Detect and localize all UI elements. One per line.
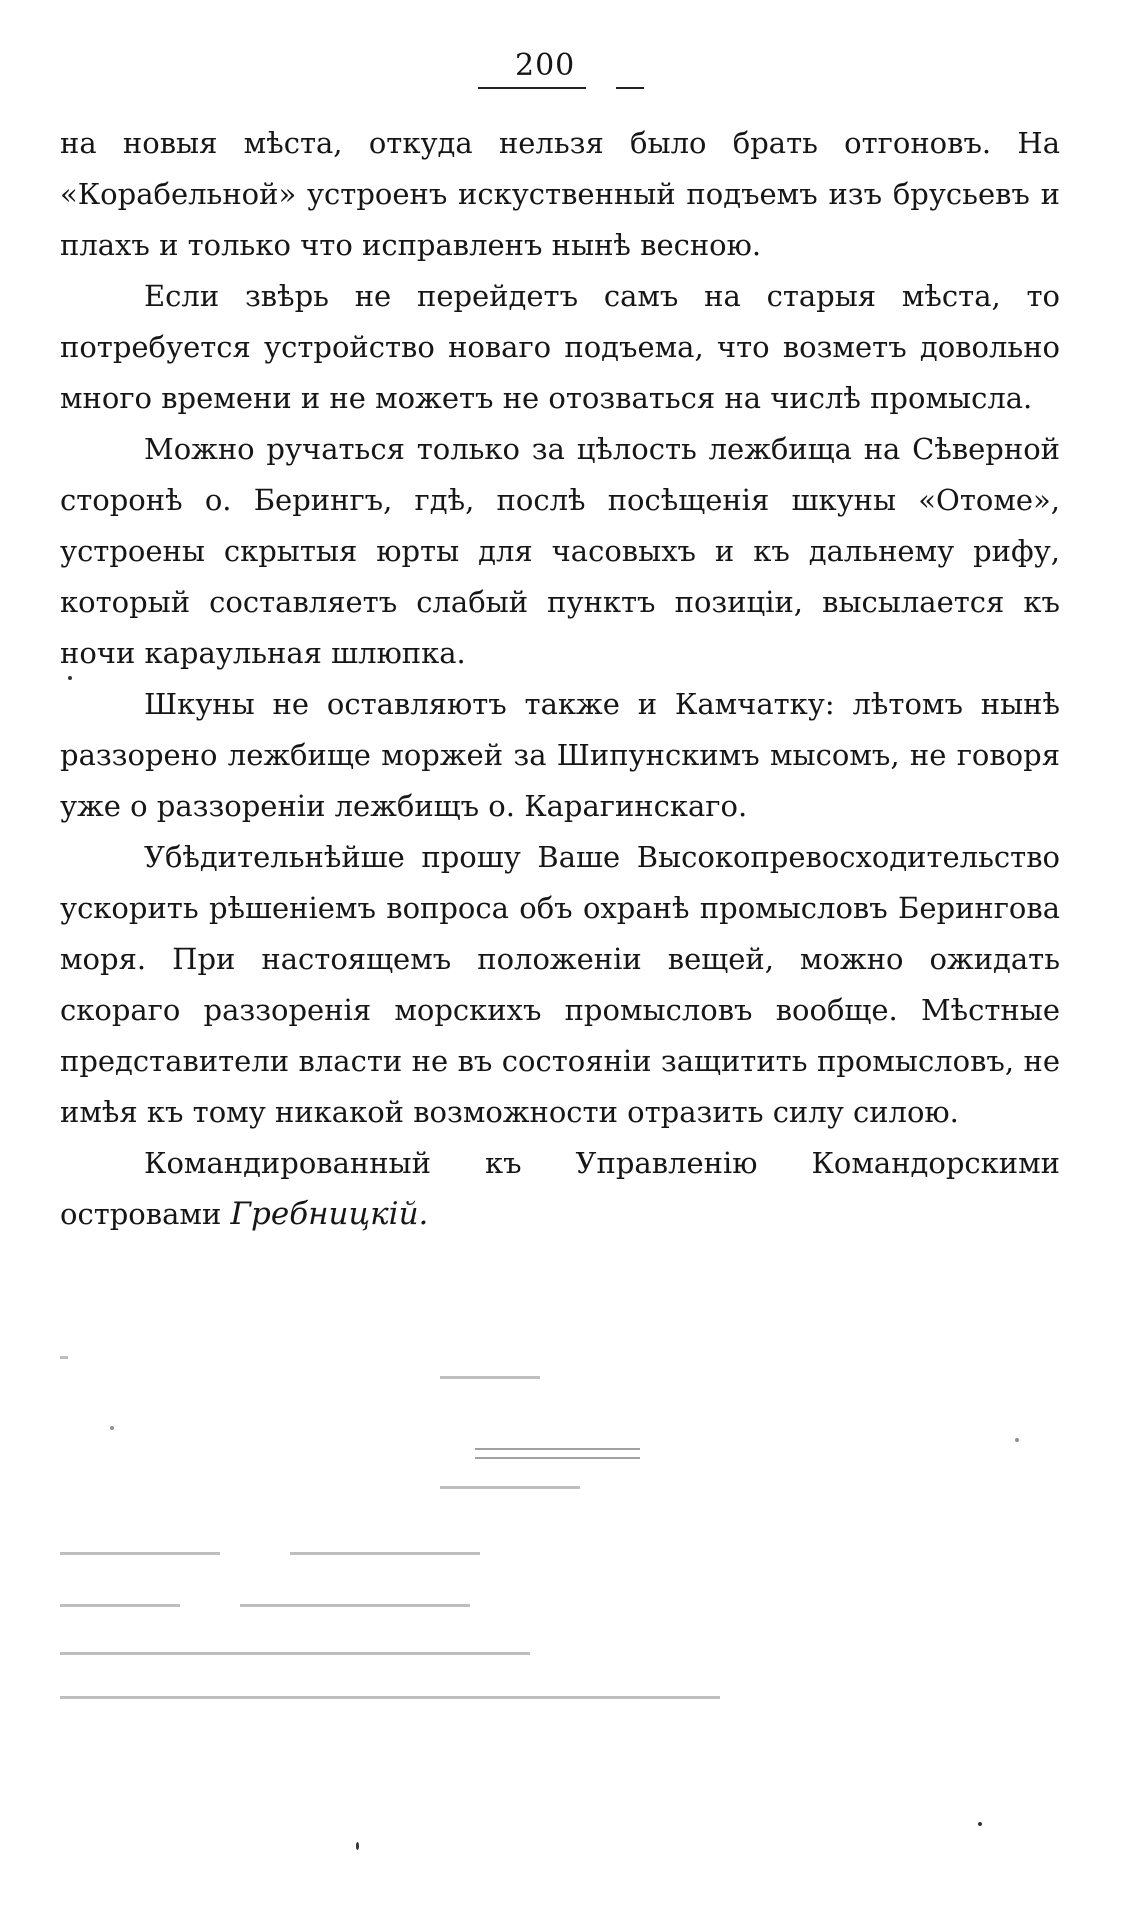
ink-speck <box>978 1822 982 1826</box>
bleed-stroke <box>290 1552 480 1555</box>
ink-speck <box>68 676 72 680</box>
header-rule <box>478 87 586 89</box>
closing-text: Командированный къ Управленію Командорскими островами <box>60 1146 1060 1231</box>
bleed-speck <box>110 1426 114 1430</box>
paragraph-kamchatka: Шкуны не оставляютъ также и Камчатку: лѣтомъ нынѣ раззорено лежбище моржей за Шипунскимъ мысомъ, не говоря уже о раззореніи лежбищъ о. Карагинскаго. <box>60 687 1060 823</box>
bleed-stroke <box>240 1604 470 1607</box>
bleed-stroke <box>60 1604 180 1607</box>
bleed-stroke <box>440 1376 540 1379</box>
bleed-speck <box>1015 1438 1019 1442</box>
paragraph-north-rookery: Можно ручаться только за цѣлость лежбища на Сѣверной сторонѣ о. Берингъ, гдѣ, послѣ посѣщенія шкуны «Отоме», устроены скрытыя юрты для часовыхъ и къ дальнему рифу, который составляетъ слабый пунктъ позиціи, высылается къ ночи караульная шлюпка. <box>60 432 1060 670</box>
bleed-through-marks <box>60 1290 1060 1710</box>
bleed-stroke <box>60 1552 220 1555</box>
bleed-stroke <box>60 1652 530 1655</box>
closing-line <box>60 1138 1060 1240</box>
header-dash <box>616 87 644 89</box>
ink-speck <box>356 1842 359 1850</box>
bleed-stroke <box>440 1486 580 1489</box>
paragraph-new-rookery: Если звѣрь не перейдетъ самъ на старыя мѣста, то потребуется устройство новаго подъема, что возметъ довольно много времени и не можетъ не отозваться на числѣ промысла. <box>60 279 1060 415</box>
bleed-through-double-rule <box>475 1448 640 1459</box>
letter-body <box>60 118 1060 1240</box>
page-header <box>0 48 1140 98</box>
paragraph-request: Убѣдительнѣйше прошу Ваше Высокопревосходительство ускорить рѣшеніемъ вопроса объ охранѣ промысловъ Берингова моря. При настоящемъ положеніи вещей, можно ожидать скораго раззоренія морскихъ промысловъ вообще. Мѣстные представители власти не въ состояніи защитить промысловъ, не имѣя къ тому никакой возможности отразить силу силою. <box>60 840 1060 1129</box>
page-number: 200 <box>515 48 576 83</box>
paragraph-continuation: на новыя мѣста, откуда нельзя было брать отгоновъ. На «Корабельной» устроенъ искуственный подъемъ изъ брусьевъ и плахъ и только что исправленъ нынѣ весною. <box>60 126 1060 262</box>
bleed-stroke <box>60 1696 720 1699</box>
bleed-speck <box>60 1356 68 1359</box>
signature: Гребницкій. <box>230 1196 429 1232</box>
